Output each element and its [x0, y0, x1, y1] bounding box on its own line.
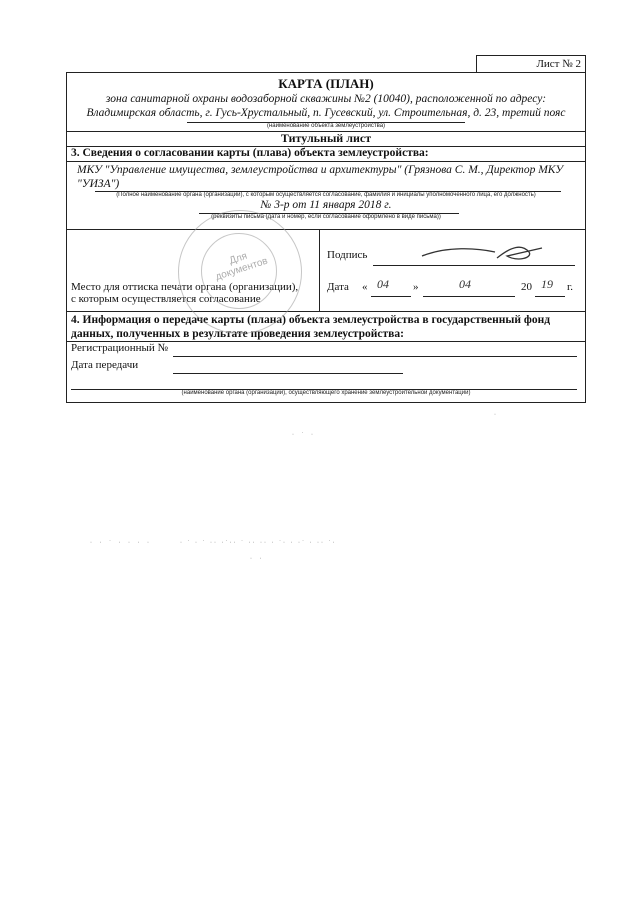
transfer-date-label: Дата передачи: [71, 359, 139, 371]
subtitle-line-2: Владимирская область, г. Гусь-Хрустальный, п. Гусевский, ул. Строительная, д. 23, третий пояс: [86, 107, 566, 119]
date-close-quote: »: [413, 281, 419, 293]
sheet-number: Лист № 2: [476, 55, 586, 72]
divider: [67, 311, 585, 312]
divider: [67, 229, 585, 230]
document-title: КАРТА (ПЛАН): [278, 76, 374, 91]
column-divider: [319, 229, 320, 311]
date-open-quote: «: [362, 281, 368, 293]
stamp-seal: [178, 210, 302, 334]
approving-org-line-2: "УИЗА"): [77, 178, 120, 190]
date-year-prefix: 20: [521, 281, 532, 293]
document-subtitle: [73, 92, 579, 120]
scan-speckle: · ˙ ·: [292, 432, 316, 438]
scan-speckle: · ˙ · ˙ ·· ·˙·· ˙ ·· ·· · ˙· · ·˙ · ·· ˙·: [180, 540, 337, 546]
date-day: 04: [377, 277, 389, 291]
date-day-underline: [371, 296, 411, 297]
registration-number-line: [173, 356, 577, 357]
section-4-heading-line-1: 4. Информация о передаче карты (плана) объекта землеустройства в государственный фонд: [71, 314, 551, 326]
scan-speckle: · · ˙ · · · ·: [90, 540, 152, 546]
scan-speckle: · ·: [250, 556, 265, 562]
section-3-heading: 3. Сведения о согласовании карты (плава) объекта землеустройства:: [71, 147, 429, 159]
stamp-text: Для документов: [214, 250, 270, 283]
date-month: 04: [459, 277, 471, 291]
signature-scribble: [417, 238, 547, 268]
scan-speckle: ·: [494, 412, 499, 418]
stamp-place-line-2: с которым осуществляется согласование: [71, 293, 261, 305]
stamp-place-line-1: Место для оттиска печати органа (организации),: [71, 281, 299, 293]
date-year-underline: [535, 296, 565, 297]
approval-letter: № 3-р от 11 января 2018 г.: [260, 199, 392, 211]
subtitle-line-1: зона санитарной охраны водозаборной скважины №2 (10040), расположенной по адресу:: [105, 93, 547, 105]
signature-label: Подпись: [327, 249, 368, 261]
section-4-heading-line-2: данных, полученных в результате проведения землеустройства:: [71, 328, 404, 340]
storage-org-caption: (наименование органа (организации), осуществляющего хранение землеустроительной документации): [181, 390, 471, 396]
document-frame: [66, 72, 586, 403]
divider: [67, 161, 585, 162]
object-caption: (наименование объекта землеустройства): [266, 123, 386, 129]
transfer-date-line: [173, 373, 403, 374]
org-caption: (Полное наименование органа (организации), с которым осуществляется согласование, фамилия и инициалы уполномоченного лица, его должность): [116, 192, 536, 198]
date-year-suffix: 19: [541, 277, 553, 291]
date-year-end: г.: [567, 281, 574, 293]
date-label: Дата: [327, 281, 349, 293]
registration-number-label: Регистрационный №: [71, 342, 169, 354]
letter-caption: (реквизиты письма (дата и номер, если согласование оформлено в виде письма)): [211, 214, 441, 220]
title-sheet-label: Титульный лист: [280, 131, 372, 145]
section-4-heading: [71, 313, 579, 341]
date-month-underline: [423, 296, 515, 297]
approving-org-line-1: МКУ "Управление имущества, землеустройства и архитектуры" (Грязнова С. М., Директор МКУ: [77, 164, 564, 176]
